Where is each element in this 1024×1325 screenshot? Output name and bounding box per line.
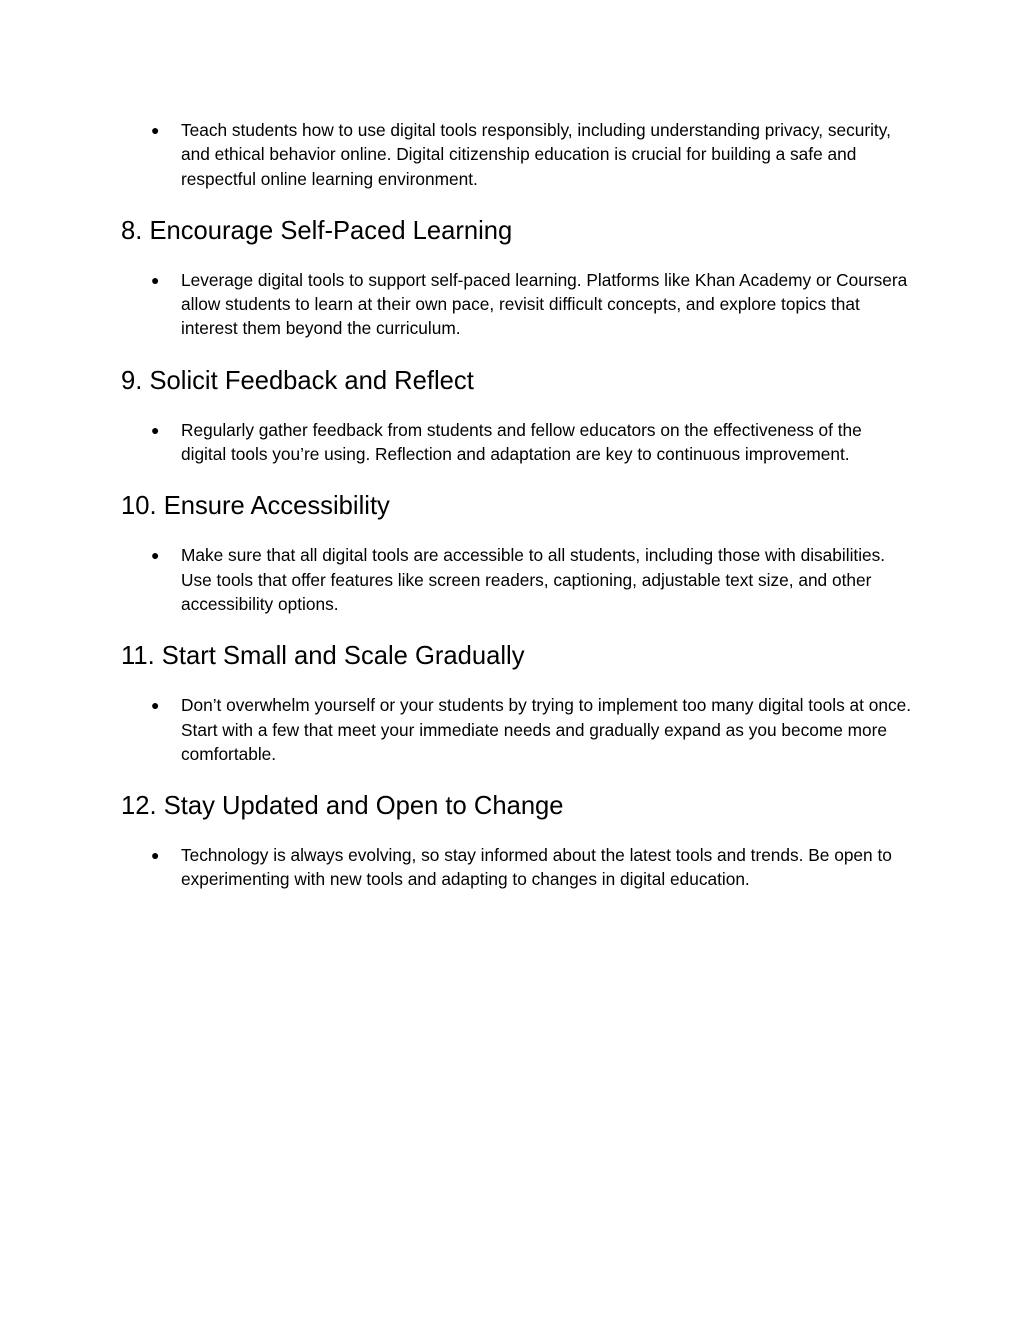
- bullet-icon: ●: [151, 847, 160, 864]
- bullet-text: Make sure that all digital tools are accessible to all students, including those with disabilities. Use tools that offer features like screen readers, captioning, adjustable text size, and other accessibility options.: [181, 545, 886, 614]
- section-bullet-list: [121, 693, 911, 766]
- bullet-icon: ●: [151, 122, 160, 138]
- bullet-icon: ●: [151, 547, 160, 564]
- document-content: [121, 118, 911, 892]
- section-heading: 11. Start Small and Scale Gradually: [121, 642, 525, 671]
- section-solicit-feedback-and-reflect: [121, 366, 911, 467]
- section-bullet-list: [121, 268, 911, 341]
- intro-bullet-item: [121, 118, 911, 191]
- bullet-text: Don’t overwhelm yourself or your students by trying to implement too many digital tools at once. Start with a few that meet your immediate needs and gradually expand as you become more comfortable.: [181, 695, 911, 764]
- bullet-text: Technology is always evolving, so stay informed about the latest tools and trends. Be open to experimenting with new tools and adapting to changes in digital education.: [181, 845, 892, 890]
- section-bullet-item: [121, 693, 911, 766]
- section-heading: 8. Encourage Self-Paced Learning: [121, 216, 513, 245]
- section-start-small-and-scale-gradually: [121, 641, 911, 766]
- section-bullet-list: [121, 418, 911, 467]
- intro-bullet-list: [121, 118, 911, 191]
- section-heading: 12. Stay Updated and Open to Change: [121, 792, 564, 821]
- bullet-text: Teach students how to use digital tools responsibly, including understanding privacy, security, and ethical behavior online. Digital citizenship education is crucial for building a safe and respectful online learning environment.: [181, 120, 891, 189]
- section-bullet-list: [121, 543, 911, 616]
- section-encourage-self-paced-learning: [121, 216, 911, 341]
- section-stay-updated-and-open-to-change: [121, 791, 911, 892]
- section-bullet-item: [121, 843, 911, 892]
- section-ensure-accessibility: [121, 491, 911, 616]
- bullet-text: Regularly gather feedback from students and fellow educators on the effectiveness of the digital tools you’re using. Reflection and adaptation are key to continuous improvement.: [181, 419, 862, 465]
- bullet-text: Leverage digital tools to support self-paced learning. Platforms like Khan Academy or Coursera allow students to learn at their own pace, revisit difficult concepts, and explore topics that interest them beyond the curriculum.: [181, 269, 908, 339]
- section-bullet-item: [121, 418, 911, 467]
- section-bullet-item: [121, 268, 911, 341]
- bullet-icon: ●: [151, 271, 160, 288]
- section-bullet-list: [121, 843, 911, 892]
- section-bullet-item: [121, 543, 911, 616]
- bullet-icon: ●: [151, 697, 160, 714]
- section-heading: 10. Ensure Accessibility: [121, 492, 390, 521]
- bullet-icon: ●: [151, 421, 160, 438]
- section-heading: 9. Solicit Feedback and Reflect: [121, 366, 474, 395]
